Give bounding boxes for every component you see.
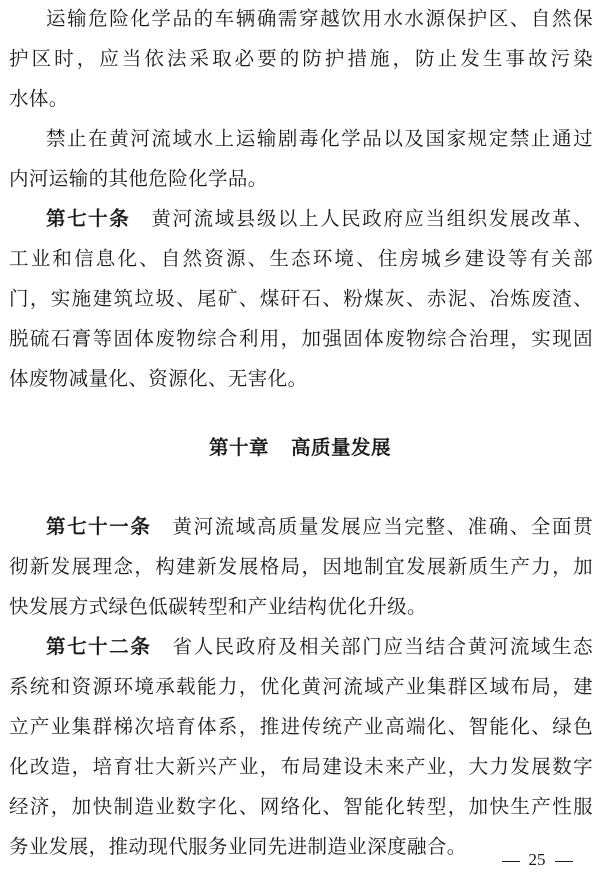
text-line: 立产业集群梯次培育体系，推进传统产业高端化、智能化、绿色 (9, 715, 593, 738)
article-71-text: 黄河流域高质量发展应当完整、准确、全面贯 (171, 515, 593, 538)
text-line: 禁止在黄河流域水上运输剧毒化学品以及国家规定禁止通过 (46, 127, 593, 150)
text-line: 彻新发展理念，构建新发展格局，因地制宜发展新质生产力，加 (9, 555, 593, 578)
text-line: 运输危险化学品的车辆确需穿越饮用水水源保护区、自然保 (46, 7, 593, 30)
text-line: 脱硫石膏等固体废物综合利用，加强固体废物综合治理，实现固 (9, 327, 593, 350)
text-line: 工业和信息化、自然资源、生态环境、住房城乡建设等有关部 (9, 247, 593, 270)
dash-right (555, 861, 573, 862)
article-72-text: 省人民政府及相关部门应当结合黄河流域生态 (171, 635, 593, 658)
article-72-first-line (46, 633, 593, 661)
text-line: 体废物减量化、资源化、无害化。 (9, 367, 308, 390)
text-line: 水体。 (9, 87, 69, 110)
dash-left (502, 861, 520, 862)
text-line: 经济，加快制造业数字化、网络化、智能化转型，加快生产性服 (9, 795, 593, 818)
page-number-value: 25 (528, 850, 546, 869)
text-line: 系统和资源环境承载能力，优化黄河流域产业集群区域布局，建 (9, 675, 593, 698)
chapter-title: 高质量发展 (291, 436, 392, 459)
article-70-text: 黄河流域县级以上人民政府应当组织发展改革、 (150, 207, 593, 230)
text-line: 快发展方式绿色低碳转型和产业结构优化升级。 (9, 595, 427, 618)
article-70-label: 第七十条 (46, 207, 131, 230)
article-70-first-line (46, 205, 593, 233)
article-72-label: 第七十二条 (46, 635, 152, 658)
text-line: 化改造，培育壮大新兴产业，布局建设未来产业，大力发展数字 (9, 755, 593, 778)
article-71-first-line (46, 513, 593, 541)
text-line: 务业发展，推动现代服务业同先进制造业深度融合。 (9, 835, 467, 858)
chapter-heading (0, 434, 600, 462)
text-line: 门，实施建筑垃圾、尾矿、煤矸石、粉煤灰、赤泥、冶炼废渣、 (9, 287, 593, 310)
text-line: 护区时，应当依法采取必要的防护措施，防止发生事故污染 (9, 47, 593, 70)
page-number (492, 848, 582, 872)
text-line: 内河运输的其他危险化学品。 (9, 167, 268, 190)
chapter-number: 第十章 (208, 436, 269, 459)
article-71-label: 第七十一条 (46, 515, 152, 538)
